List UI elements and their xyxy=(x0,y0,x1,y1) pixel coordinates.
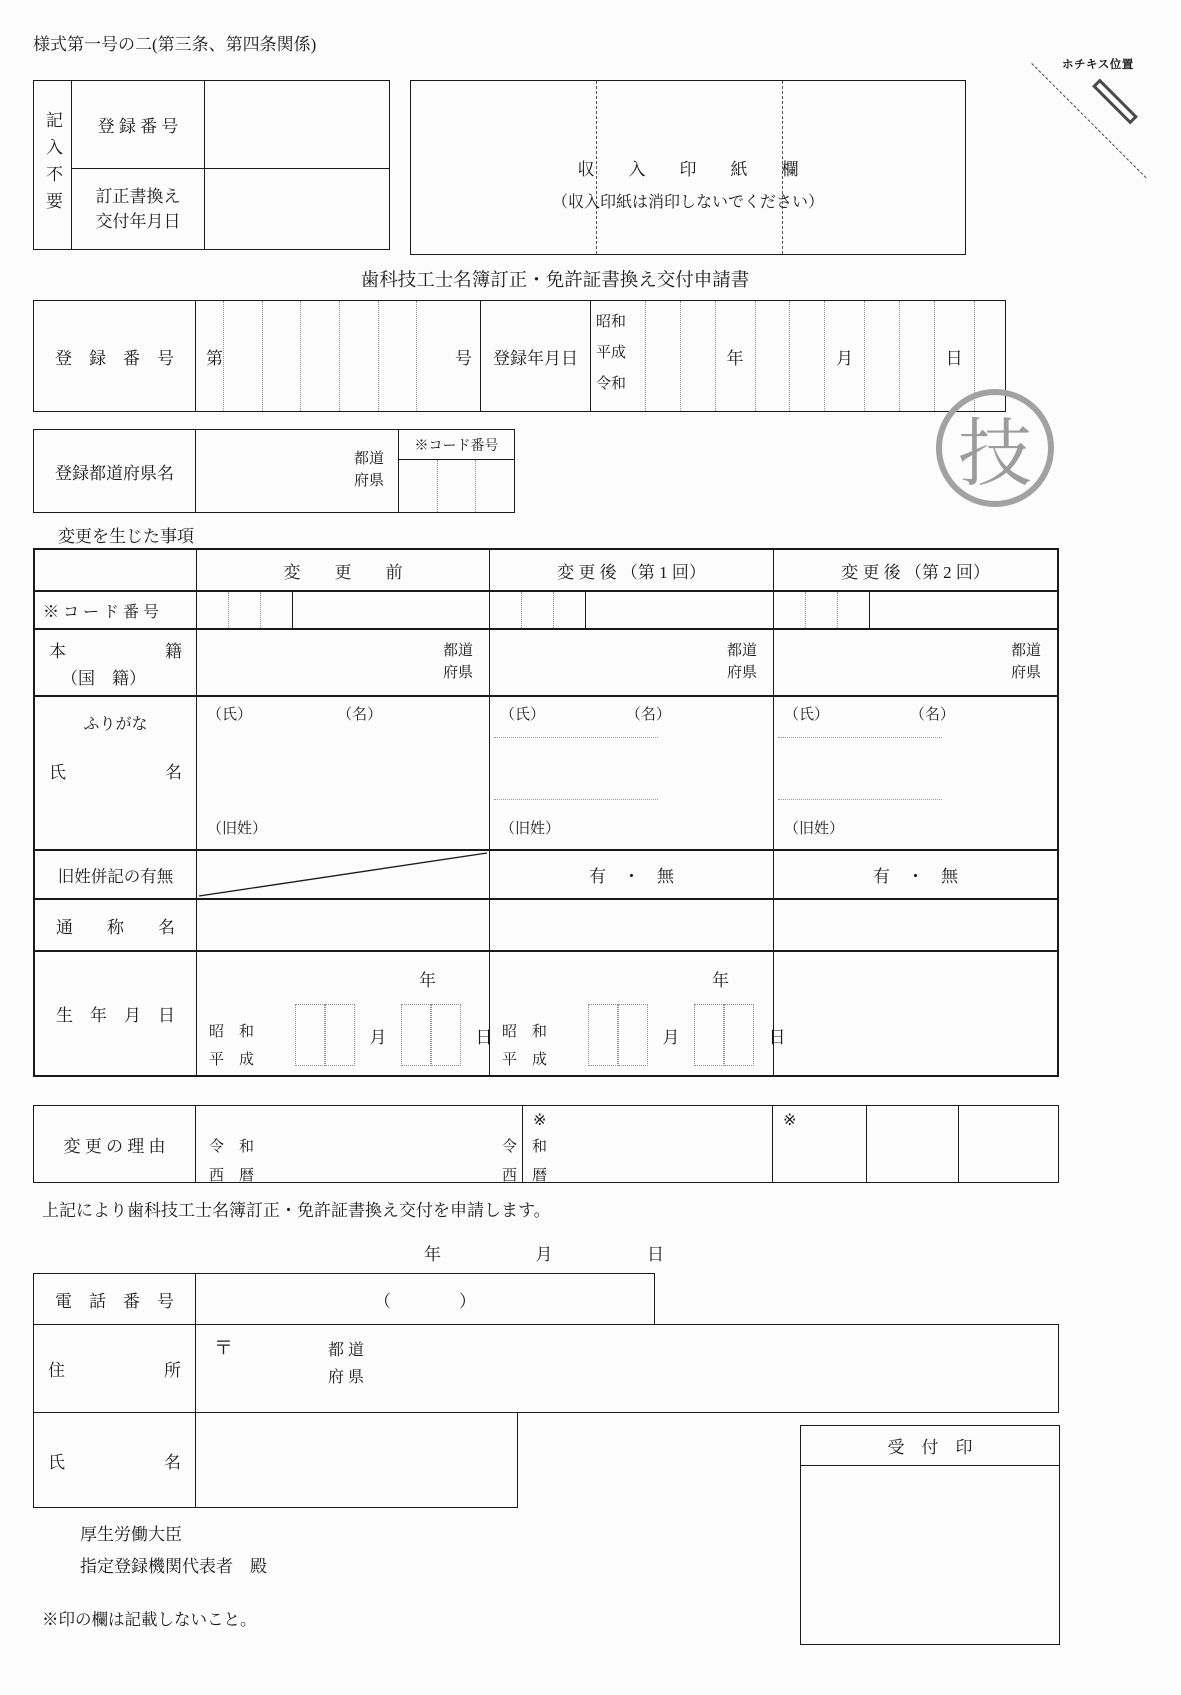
asterisk-mark: ※ xyxy=(533,1112,547,1129)
month-label: 月 xyxy=(369,1027,387,1047)
prefecture-code-label: ※コード番号 xyxy=(399,430,514,460)
reason-table xyxy=(33,1105,1059,1183)
applicant-name-field[interactable] xyxy=(196,1413,517,1507)
registration-date-label: 登録年月日 xyxy=(481,301,591,411)
furigana-dotted-line xyxy=(778,737,942,738)
maiden-field-before-crossed xyxy=(197,851,490,898)
reason-office-cell-1 xyxy=(523,1106,773,1182)
col-header-after1: 変 更 後 （第 1 回） xyxy=(490,550,774,590)
applicant-name-label: 氏 名 xyxy=(34,1413,196,1507)
apply-sentence: 上記により歯科技工士名簿訂正・免許証書換え交付を申請します。 xyxy=(42,1201,551,1220)
maiden-choice-after2[interactable]: 有 ・ 無 xyxy=(873,867,958,886)
name-field-after2[interactable]: （氏） （名） （旧姓） xyxy=(774,697,1057,849)
alias-row xyxy=(35,898,1057,950)
name-field-before[interactable]: （氏） （名） （旧姓） xyxy=(197,697,490,849)
day-label: 日 xyxy=(934,301,974,411)
alias-field-before[interactable] xyxy=(197,900,490,950)
birth-field-after2[interactable] xyxy=(774,952,1057,1075)
prefecture-code-field[interactable] xyxy=(399,460,514,512)
address-label: 住 所 xyxy=(34,1325,196,1412)
day-label: 日 xyxy=(475,1027,493,1047)
application-date-line[interactable] xyxy=(424,1240,664,1265)
registration-number-field[interactable] xyxy=(196,301,481,411)
staple-icon xyxy=(1092,79,1138,125)
domicile-field-after1[interactable]: 都道 府県 xyxy=(490,630,774,695)
domicile-row xyxy=(35,628,1057,695)
domicile-label: 本 籍 （国 籍） xyxy=(35,630,197,695)
day-label: 日 xyxy=(647,1245,664,1264)
name-dotted-line xyxy=(494,799,658,800)
code-field-after2[interactable] xyxy=(774,592,870,628)
office-registration-number-label: 登 録 番 号 xyxy=(72,81,205,168)
year-label: 年 xyxy=(715,301,755,411)
prefecture-label: 登録都道府県名 xyxy=(34,430,196,512)
phone-row xyxy=(33,1273,655,1325)
gi-watermark-seal: 技 xyxy=(936,389,1054,507)
alias-field-after1[interactable] xyxy=(490,900,774,950)
phone-field[interactable]: （ ） xyxy=(374,1291,476,1311)
month-label: 月 xyxy=(824,301,864,411)
month-label: 月 xyxy=(535,1245,553,1264)
maiden-name-label: 旧姓併記の有無 xyxy=(35,851,197,898)
year-label: 年 xyxy=(424,1245,441,1264)
domicile-field-after2[interactable]: 都道 府県 xyxy=(1010,642,1041,681)
col-header-before: 変 更 前 xyxy=(197,550,490,590)
prefecture-field[interactable]: 都道 府県 xyxy=(196,430,399,512)
furigana-dotted-line xyxy=(494,737,658,738)
domicile-field-before[interactable]: 都道 府県 xyxy=(197,630,490,695)
address-row xyxy=(33,1324,1059,1413)
office-registration-number-field xyxy=(205,81,389,168)
registration-table xyxy=(33,300,1006,412)
reception-stamp-label: 受 付 印 xyxy=(801,1426,1059,1466)
name-row xyxy=(35,695,1057,849)
code-number-label: ※ コ ー ド 番 号 xyxy=(35,592,197,628)
registration-date-field[interactable] xyxy=(646,301,1005,411)
alias-field-after2[interactable] xyxy=(774,900,1057,950)
asterisk-mark: ※ xyxy=(783,1112,797,1129)
year-label: 年 xyxy=(712,971,729,990)
postal-mark: 〒 xyxy=(214,1338,234,1359)
name-field-after1[interactable]: （氏） （名） （旧姓） xyxy=(490,697,774,849)
code-field-after1[interactable] xyxy=(490,592,586,628)
footnote: ※印の欄は記載しないこと。 xyxy=(42,1610,257,1629)
reason-office-cell-3 xyxy=(867,1106,959,1182)
reception-stamp-area[interactable] xyxy=(801,1466,1059,1644)
furigana-label: ふりがな xyxy=(83,716,148,733)
birth-era-options: 昭 和 平 成 令 和 西 暦 xyxy=(209,1023,255,1184)
day-label: 日 xyxy=(768,1027,786,1047)
birth-field-after1[interactable] xyxy=(490,952,786,1184)
do-not-fill-label: 記入不要 xyxy=(43,111,62,219)
col-header-after2: 変 更 後 （第 2 回） xyxy=(841,562,990,582)
form-code: 様式第一号の二(第三条、第四条関係) xyxy=(33,35,317,54)
reason-label: 変 更 の 理 由 xyxy=(34,1106,196,1182)
number-prefix: 第 xyxy=(206,348,223,368)
revenue-stamp-note: （収入印紙は消印しないでください） xyxy=(551,194,824,211)
number-suffix: 号 xyxy=(455,348,473,368)
address-todofuken: 都 道 府 県 xyxy=(328,1342,365,1387)
reason-field[interactable] xyxy=(196,1106,523,1182)
address-field[interactable] xyxy=(196,1325,1058,1412)
changes-header-row xyxy=(35,550,1057,590)
code-number-row xyxy=(35,590,1057,628)
revenue-stamp-box[interactable] xyxy=(410,80,966,255)
prefecture-table xyxy=(33,429,515,513)
birth-field-before[interactable] xyxy=(197,952,493,1184)
year-label: 年 xyxy=(419,971,436,990)
name-label: ふりがな 氏 名 xyxy=(35,697,197,849)
birth-era-options: 昭 和 平 成 令 和 西 暦 xyxy=(502,1023,548,1184)
diagonal-strike-line xyxy=(197,851,489,898)
maiden-name-row xyxy=(35,849,1057,898)
revenue-stamp-title: 収 入 印 紙 欄 xyxy=(577,160,799,179)
name-dotted-line xyxy=(778,799,942,800)
page-title: 歯科技工士名簿訂正・免許証書換え交付申請書 xyxy=(360,271,750,291)
reason-office-cell-2 xyxy=(773,1106,867,1182)
office-reissue-date-label: 訂正書換え 交付年月日 xyxy=(72,169,205,249)
birth-date-label: 生 年 月 日 xyxy=(35,952,197,1075)
code-field-before[interactable] xyxy=(197,592,293,628)
alias-label: 通 称 名 xyxy=(35,900,197,950)
applicant-name-row xyxy=(33,1412,518,1508)
office-reissue-date-field xyxy=(205,169,389,249)
reason-office-cell-4 xyxy=(959,1106,1058,1182)
office-use-box xyxy=(33,80,390,250)
changes-section-heading: 変更を生じた事項 xyxy=(58,527,194,546)
phone-label: 電 話 番 号 xyxy=(34,1274,196,1324)
minister-line: 厚生労働大臣 xyxy=(80,1525,182,1544)
month-label: 月 xyxy=(662,1027,680,1047)
reception-stamp-box xyxy=(800,1425,1060,1645)
staple-position-label: ホチキス位置 xyxy=(1062,59,1134,71)
office-use-side-cell xyxy=(34,81,72,249)
era-options: 昭和 平成 令和 xyxy=(591,301,646,411)
registrar-line: 指定登録機関代表者 殿 xyxy=(80,1557,267,1576)
maiden-choice-after1[interactable]: 有 ・ 無 xyxy=(490,851,774,898)
registration-number-label: 登 録 番 号 xyxy=(34,301,196,411)
